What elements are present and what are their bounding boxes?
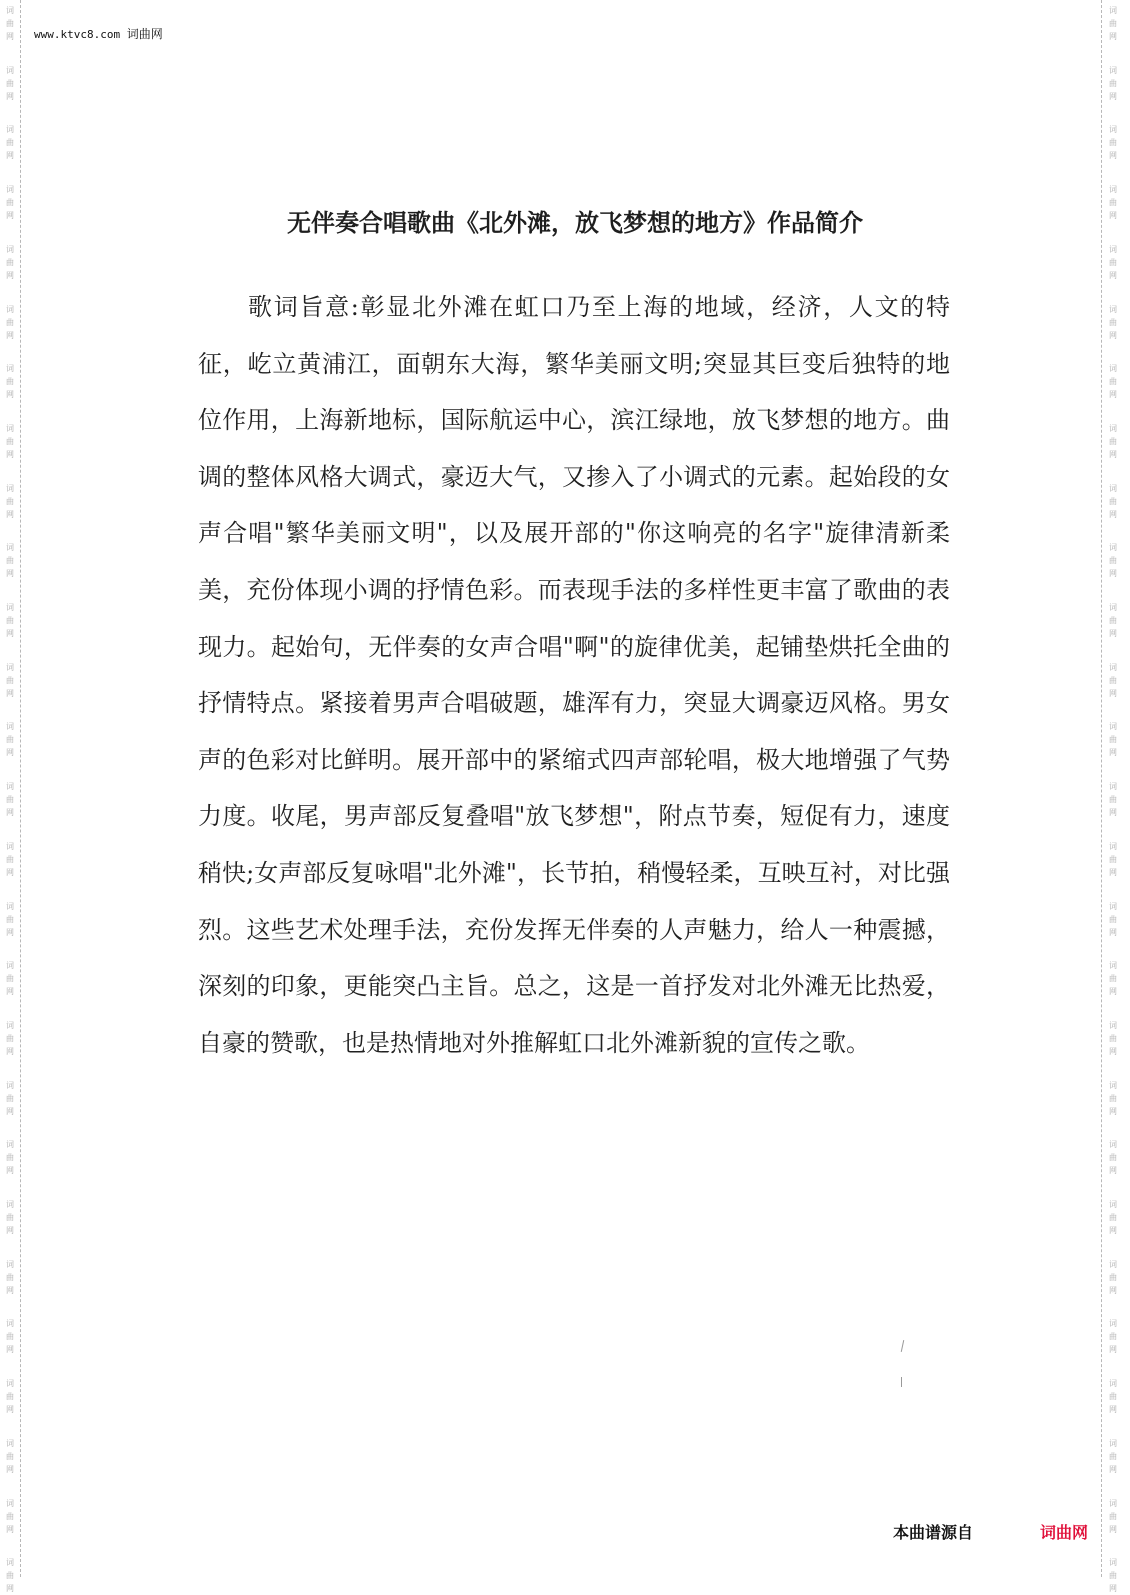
margin-watermark: 词 曲 网 [1109,603,1117,638]
margin-watermark: 词 曲 网 [1109,842,1117,877]
margin-watermark: 词 曲 网 [1109,305,1117,340]
margin-watermark: 词 曲 网 [6,782,14,817]
margin-watermark: 词 曲 网 [1109,1260,1117,1295]
margin-watermark: 词 曲 网 [1109,902,1117,937]
margin-watermark: 词 曲 网 [6,1499,14,1534]
margin-watermark: 词 曲 网 [6,1260,14,1295]
margin-watermark: 词 曲 网 [6,722,14,757]
margin-watermark: 词 曲 网 [6,484,14,519]
margin-watermark: 词 曲 网 [6,245,14,280]
margin-watermark: 词 曲 网 [1109,1140,1117,1175]
margin-watermark: 词 曲 网 [1109,1200,1117,1235]
margin-watermark: 词 曲 网 [6,6,14,41]
site-url[interactable]: www.ktvc8.com [34,28,121,41]
margin-watermark: 词 曲 网 [1109,782,1117,817]
margin-watermark: 词 曲 网 [6,1081,14,1116]
margin-watermark: 词 曲 网 [6,125,14,160]
margin-watermark: 词 曲 网 [6,663,14,698]
margin-watermark: 词 曲 网 [1109,185,1117,220]
document-title: 无伴奏合唱歌曲《北外滩，放飞梦想的地方》作品简介 [287,208,863,237]
margin-watermark: 词 曲 网 [6,1558,14,1593]
margin-watermark: 词 曲 网 [6,1379,14,1414]
margin-watermark: 词 曲 网 [6,902,14,937]
margin-watermark: 词 曲 网 [1109,1439,1117,1474]
margin-watermark: 词 曲 网 [1109,961,1117,996]
document-body: 歌词旨意:彰显北外滩在虹口乃至上海的地域，经济，人文的特征，屹立黄浦江，面朝东大海，繁华美丽文明;突显其巨变后独特的地位作用，上海新地标，国际航运中心，滨江绿地，放飞梦想的地方。曲调的整体风格大调式，豪迈大气，又掺入了小调式的元素。起始段的女声合唱"繁华美丽文明"，以及展开部的"你这响亮的名字"旋律清新柔美，充份体现小调的抒情色彩。而表现手法的多样性更丰富了歌曲的表现力。起始句，无伴奏的女声合唱"啊"的旋律优美，起铺垫烘托全曲的抒情特点。紧接着男声合唱破题，雄浑有力，突显大调豪迈风格。男女声的色彩对比鲜明。展开部中的紧缩式四声部轮唱，极大地增强了气势力度。收尾，男声部反复叠唱"放飞梦想"，附点节奏，短促有力，速度稍快;女声部反复咏唱"北外滩"，长节拍，稍慢轻柔，互映互衬，对比强烈。这些艺术处理手法，充份发挥无伴奏的人声魅力，给人一种震撼，深刻的印象，更能突凸主旨。总之，这是一首抒发对北外滩无比热爱，自豪的赞歌，也是热情地对外推解虹口北外滩新貌的宣传之歌。 [198,293,950,1057]
margin-watermark: 词 曲 网 [1109,1558,1117,1593]
margin-watermark: 词 曲 网 [1109,1319,1117,1354]
margin-watermark: 词 曲 网 [1109,663,1117,698]
margin-watermark: 词 曲 网 [1109,1499,1117,1534]
margin-watermark: 词 曲 网 [1109,364,1117,399]
margin-watermark: 词 曲 网 [6,543,14,578]
margin-watermark: 词 曲 网 [1109,1081,1117,1116]
margin-watermark: 词 曲 网 [6,305,14,340]
margin-watermark: 词 曲 网 [6,603,14,638]
margin-watermark: 词 曲 网 [6,1021,14,1056]
margin-watermark: 词 曲 网 [1109,125,1117,160]
margin-watermark: 词 曲 网 [1109,1021,1117,1056]
site-header [34,25,163,42]
margin-watermark: 词 曲 网 [1109,6,1117,41]
header-site-name[interactable]: 词曲网 [126,27,163,41]
footer-source-label: 本曲谱源自 [893,1523,974,1542]
margin-watermark: 词 曲 网 [1109,722,1117,757]
margin-watermark: 词 曲 网 [6,185,14,220]
margin-watermark: 词 曲 网 [1109,484,1117,519]
footer-site-name[interactable]: 词曲网 [1040,1523,1089,1542]
margin-watermark: 词 曲 网 [6,424,14,459]
scan-mark [901,1377,902,1387]
margin-watermark: 词 曲 网 [6,364,14,399]
margin-watermark: 词 曲 网 [6,1319,14,1354]
margin-watermark: 词 曲 网 [1109,66,1117,101]
margin-watermark: 词 曲 网 [6,66,14,101]
margin-watermark: 词 曲 网 [1109,424,1117,459]
margin-watermark: 词 曲 网 [1109,543,1117,578]
margin-watermark: 词 曲 网 [1109,245,1117,280]
margin-watermark: 词 曲 网 [1109,1379,1117,1414]
margin-watermark: 词 曲 网 [6,842,14,877]
scan-mark [901,1340,904,1352]
margin-watermark: 词 曲 网 [6,1200,14,1235]
margin-watermark: 词 曲 网 [6,1140,14,1175]
margin-watermark: 词 曲 网 [6,961,14,996]
margin-watermark: 词 曲 网 [6,1439,14,1474]
